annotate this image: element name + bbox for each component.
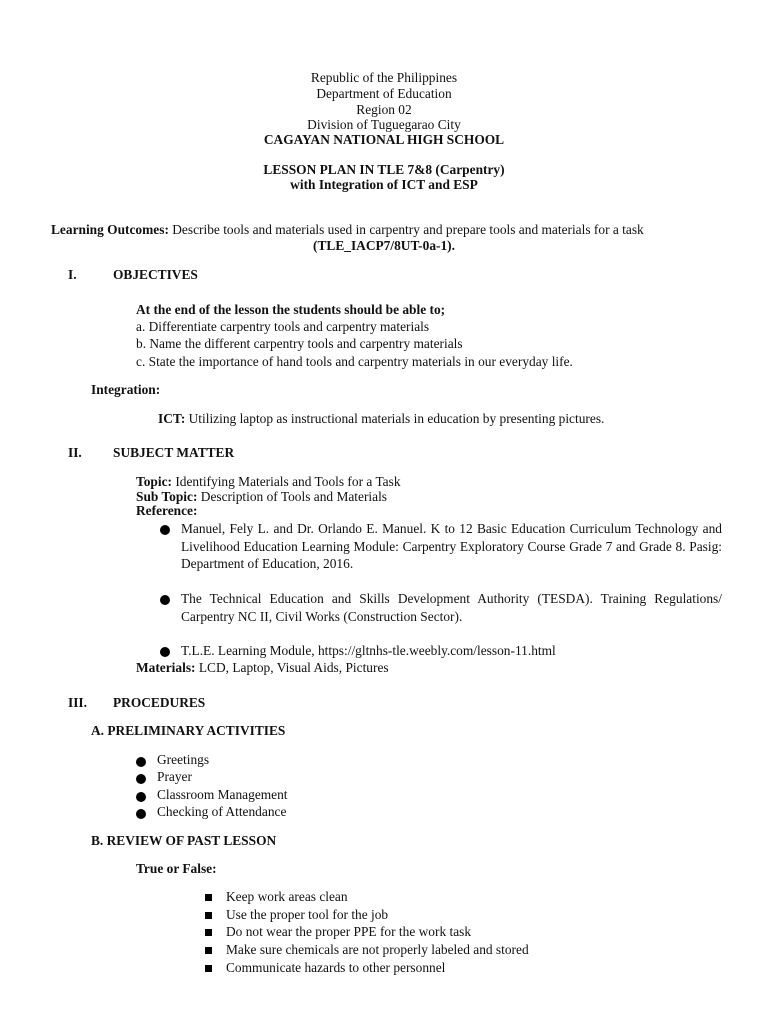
- true-false-item: Use the proper tool for the job: [226, 907, 389, 922]
- lesson-subtitle: with Integration of ICT and ESP: [290, 177, 478, 192]
- materials-label: Materials:: [136, 660, 196, 675]
- materials-line: [136, 660, 389, 676]
- objective-item: b. Name the different carpentry tools and carpentry materials: [136, 336, 463, 351]
- subtopic-text: Description of Tools and Materials: [197, 489, 388, 504]
- section-numeral-procedures: III.: [68, 695, 87, 710]
- topic-text: Identifying Materials and Tools for a Task: [171, 474, 401, 489]
- square-bullet-icon: [205, 894, 212, 901]
- ict-text: Utilizing laptop as instructional materials in education by presenting pictures.: [185, 411, 605, 426]
- true-false-label: True or False:: [136, 861, 217, 876]
- bullet-icon: [160, 647, 170, 657]
- materials-text: LCD, Laptop, Visual Aids, Pictures: [195, 660, 389, 675]
- topic-label: Topic:: [136, 474, 172, 489]
- ict-label: ICT:: [158, 411, 186, 426]
- bullet-icon: [136, 809, 146, 819]
- header-line3: Region 02: [356, 102, 412, 117]
- subject-matter-heading: SUBJECT MATTER: [113, 445, 235, 460]
- section-numeral-subject: II.: [68, 445, 82, 460]
- square-bullet-icon: [205, 912, 212, 919]
- preliminary-item: Prayer: [157, 769, 192, 784]
- square-bullet-icon: [205, 965, 212, 972]
- bullet-icon: [136, 792, 146, 802]
- ict-integration: [158, 411, 604, 427]
- procedures-heading: PROCEDURES: [113, 695, 206, 710]
- review-heading: B. REVIEW OF PAST LESSON: [91, 833, 277, 848]
- school-name: CAGAYAN NATIONAL HIGH SCHOOL: [263, 132, 505, 147]
- learning-outcomes-text: Describe tools and materials used in carpentry and prepare tools and materials for a task: [168, 222, 644, 237]
- objectives-heading: OBJECTIVES: [113, 267, 198, 282]
- objective-item: c. State the importance of hand tools and carpentry materials in our everyday life.: [136, 354, 573, 369]
- header-line4: Division of Tuguegarao City: [307, 117, 461, 132]
- reference-item: Manuel, Fely L. and Dr. Orlando E. Manuel. K to 12 Basic Education Curriculum Technology and Livelihood Education Learning Module: Carpentry Exploratory Course Grade 7 and Grade 8. Pasig: Department of Education, 2016.: [181, 521, 722, 572]
- true-false-item: Do not wear the proper PPE for the work task: [226, 924, 472, 939]
- reference-label: Reference:: [136, 503, 198, 518]
- true-false-item: Communicate hazards to other personnel: [226, 960, 446, 975]
- section-numeral-objectives: I.: [68, 267, 77, 282]
- true-false-item: Make sure chemicals are not properly labeled and stored: [226, 942, 529, 957]
- true-false-item: Keep work areas clean: [226, 889, 348, 904]
- learning-outcomes-code: (TLE_IACP7/8UT-0a-1).: [313, 238, 455, 253]
- preliminary-item: Greetings: [157, 752, 210, 767]
- bullet-icon: [136, 774, 146, 784]
- square-bullet-icon: [205, 947, 212, 954]
- preliminary-activities-heading: A. PRELIMINARY ACTIVITIES: [91, 723, 286, 738]
- objectives-intro: At the end of the lesson the students should be able to;: [136, 302, 446, 317]
- bullet-icon: [160, 595, 170, 605]
- preliminary-item: Classroom Management: [157, 787, 288, 802]
- reference-item: T.L.E. Learning Module, https://gltnhs-tle.weebly.com/lesson-11.html: [181, 643, 556, 658]
- bullet-icon: [136, 757, 146, 767]
- header-line1: Republic of the Philippines: [310, 70, 458, 85]
- topic-line: [136, 474, 401, 490]
- lesson-title: LESSON PLAN IN TLE 7&8 (Carpentry): [263, 162, 505, 177]
- square-bullet-icon: [205, 929, 212, 936]
- subtopic-label: Sub Topic:: [136, 489, 198, 504]
- bullet-icon: [160, 525, 170, 535]
- objective-item: a. Differentiate carpentry tools and carpentry materials: [136, 319, 430, 334]
- reference-item: The Technical Education and Skills Development Authority (TESDA). Training Regulations/ Carpentry NC II, Civil Works (Construction Sector).: [181, 591, 722, 624]
- header-line2: Department of Education: [316, 86, 452, 101]
- learning-outcomes-label: Learning Outcomes:: [51, 222, 169, 237]
- preliminary-item: Checking of Attendance: [157, 804, 287, 819]
- integration-label: Integration:: [91, 382, 161, 397]
- learning-outcomes: [51, 222, 644, 238]
